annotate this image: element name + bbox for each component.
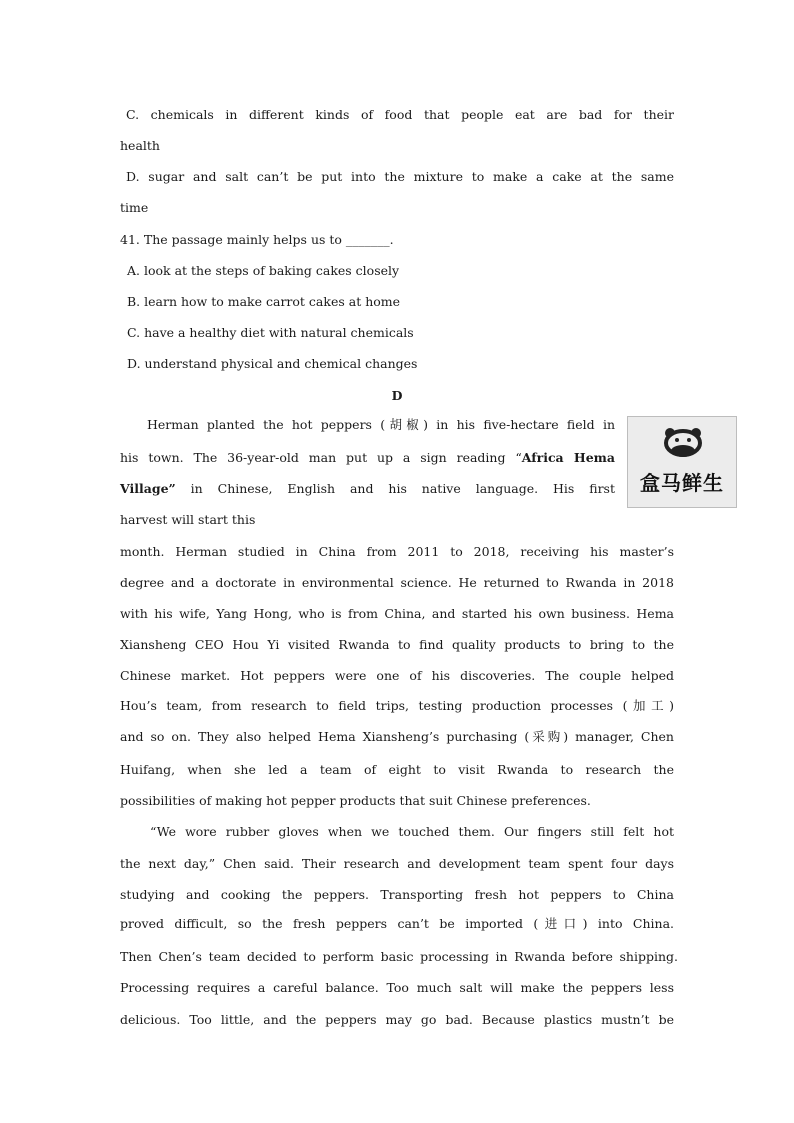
passage-line: month. Herman studied in China from 2011 to 2018, receiving his master’s bbox=[120, 544, 674, 559]
passage-line: proved difficult, so the fresh peppers can’t be imported (进口) into China. bbox=[120, 916, 674, 931]
passage-line: and so on. They also helped Hema Xiansheng’s purchasing (采购) manager, Chen bbox=[120, 729, 674, 744]
passage-line: Hou’s team, from research to field trips, testing production processes (加工) bbox=[120, 698, 674, 713]
logo-text: 盒马鲜生 bbox=[640, 471, 724, 495]
passage-line: his town. The 36-year-old man put up a sign reading “Africa Hema bbox=[120, 450, 615, 465]
passage-line: delicious. Too little, and the peppers may go bad. Because plastics mustn’t be bbox=[120, 1012, 674, 1027]
option-d-line1: D. sugar and salt can’t be put into the mixture to make a cake at the same bbox=[126, 169, 674, 184]
passage-line: possibilities of making hot pepper products that suit Chinese preferences. bbox=[120, 793, 591, 808]
passage-line: harvest will start this bbox=[120, 512, 256, 527]
passage-line: Village” in Chinese, English and his native language. His first bbox=[120, 481, 615, 496]
passage-line: Huifang, when she led a team of eight to visit Rwanda to research the bbox=[120, 762, 674, 777]
passage-line: Chinese market. Hot peppers were one of his discoveries. The couple helped bbox=[120, 668, 674, 683]
passage-line: Then Chen’s team decided to perform basic processing in Rwanda before shipping. bbox=[120, 949, 678, 964]
hippo-icon bbox=[628, 417, 738, 467]
passage-line: the next day,” Chen said. Their research and development team spent four days bbox=[120, 856, 674, 871]
passage-line: studying and cooking the peppers. Transporting fresh hot peppers to China bbox=[120, 887, 674, 902]
option-c-line1: C. chemicals in different kinds of food that people eat are bad for their bbox=[126, 107, 674, 122]
passage-line: “We wore rubber gloves when we touched them. Our fingers still felt hot bbox=[150, 824, 674, 839]
passage-line: Xiansheng CEO Hou Yi visited Rwanda to find quality products to bring to the bbox=[120, 637, 674, 652]
question-41: 41. The passage mainly helps us to _______. bbox=[120, 232, 394, 247]
section-heading: D bbox=[391, 388, 403, 403]
option-d: D. understand physical and chemical changes bbox=[127, 356, 418, 371]
option-a: A. look at the steps of baking cakes closely bbox=[127, 263, 400, 278]
option-b: B. learn how to make carrot cakes at home bbox=[127, 294, 401, 309]
hema-logo bbox=[627, 416, 737, 508]
option-d-line2: time bbox=[120, 200, 149, 215]
passage-line: with his wife, Yang Hong, who is from China, and started his own business. Hema bbox=[120, 606, 674, 621]
option-c: C. have a healthy diet with natural chemicals bbox=[127, 325, 414, 340]
option-c-line2: health bbox=[120, 138, 160, 153]
passage-line: Processing requires a careful balance. Too much salt will make the peppers less bbox=[120, 980, 674, 995]
passage-line: Herman planted the hot peppers (胡椒) in his five-hectare field in bbox=[147, 417, 615, 432]
passage-line: degree and a doctorate in environmental science. He returned to Rwanda in 2018 bbox=[120, 575, 674, 590]
